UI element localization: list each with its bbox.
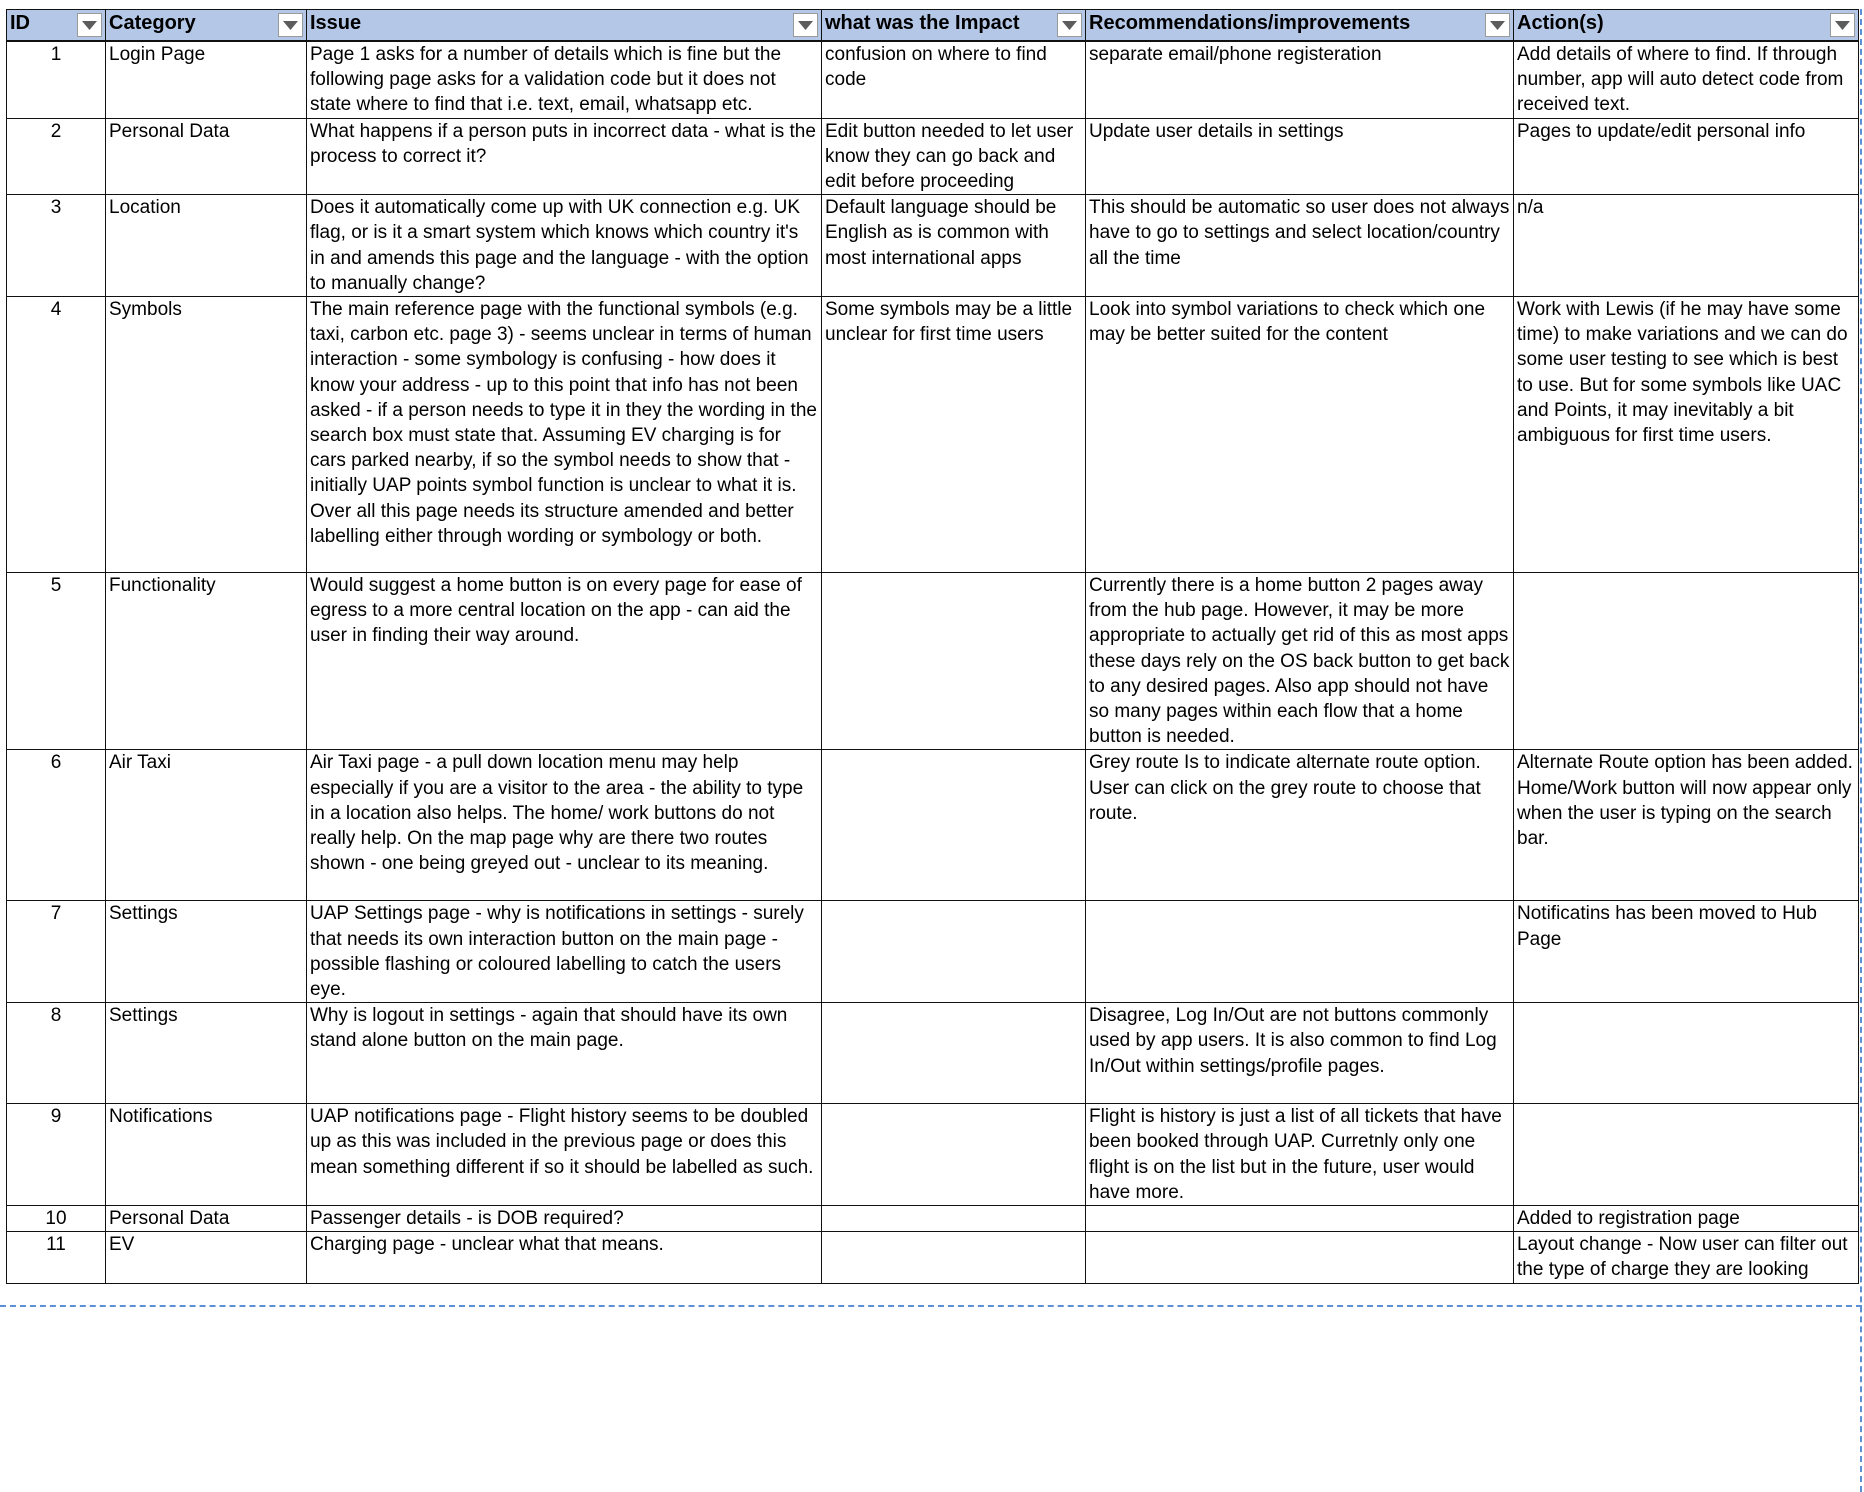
cell-recommendations[interactable]: Look into symbol variations to check which one may be better suited for the content xyxy=(1086,297,1514,573)
cell-recommendations[interactable] xyxy=(1086,1206,1514,1232)
table-row xyxy=(7,41,1859,118)
cell-id[interactable]: 3 xyxy=(7,195,106,297)
cell-category[interactable]: EV xyxy=(106,1232,307,1283)
cell-id[interactable]: 11 xyxy=(7,1232,106,1283)
page-break-vertical xyxy=(1860,9,1862,1492)
table-row xyxy=(7,573,1859,750)
cell-recommendations[interactable]: separate email/phone registeration xyxy=(1086,41,1514,118)
dropdown-arrow-icon xyxy=(1835,21,1850,30)
cell-category[interactable]: Login Page xyxy=(106,41,307,118)
cell-impact[interactable] xyxy=(822,1104,1086,1206)
column-header-actions[interactable] xyxy=(1514,10,1859,42)
cell-actions[interactable]: Add details of where to find. If through number, app will auto detect code from received text. xyxy=(1514,41,1859,118)
cell-actions[interactable]: Work with Lewis (if he may have some time) to make variations and we can do some user testing to see which is best to use. But for some symbols like UAC and Points, it may inevitably a bit ambiguous for first time users. xyxy=(1514,297,1859,573)
cell-impact[interactable]: Default language should be English as is common with most international apps xyxy=(822,195,1086,297)
column-header-category[interactable] xyxy=(106,10,307,42)
filter-dropdown-button[interactable] xyxy=(1057,13,1082,37)
cell-id[interactable]: 8 xyxy=(7,1003,106,1104)
cell-category[interactable]: Symbols xyxy=(106,297,307,573)
cell-actions[interactable]: Notificatins has been moved to Hub Page xyxy=(1514,901,1859,1003)
cell-issue[interactable]: What happens if a person puts in incorrect data - what is the process to correct it? xyxy=(307,118,822,195)
cell-actions[interactable]: Added to registration page xyxy=(1514,1206,1859,1232)
cell-issue[interactable]: UAP Settings page - why is notifications in settings - surely that needs its own interaction button on the main page - possible flashing or coloured labelling to catch the users eye. xyxy=(307,901,822,1003)
cell-actions[interactable] xyxy=(1514,1003,1859,1104)
filter-dropdown-button[interactable] xyxy=(1830,13,1855,37)
table-row xyxy=(7,750,1859,901)
cell-recommendations[interactable] xyxy=(1086,1232,1514,1283)
cell-id[interactable]: 5 xyxy=(7,573,106,750)
cell-issue[interactable]: Page 1 asks for a number of details which is fine but the following page asks for a validation code but it does not state where to find that i.e. text, email, whatsapp etc. xyxy=(307,41,822,118)
table-row xyxy=(7,1003,1859,1104)
filter-dropdown-button[interactable] xyxy=(278,13,303,37)
table-row xyxy=(7,1104,1859,1206)
cell-recommendations[interactable]: This should be automatic so user does not always have to go to settings and select location/country all the time xyxy=(1086,195,1514,297)
cell-actions[interactable]: Pages to update/edit personal info xyxy=(1514,118,1859,195)
cell-category[interactable]: Location xyxy=(106,195,307,297)
cell-issue[interactable]: Passenger details - is DOB required? xyxy=(307,1206,822,1232)
cell-category[interactable]: Personal Data xyxy=(106,118,307,195)
dropdown-arrow-icon xyxy=(1490,21,1505,30)
column-header-id[interactable] xyxy=(7,10,106,42)
dropdown-arrow-icon xyxy=(798,21,813,30)
column-header-label: Category xyxy=(109,12,196,34)
cell-id[interactable]: 9 xyxy=(7,1104,106,1206)
cell-issue[interactable]: UAP notifications page - Flight history seems to be doubled up as this was included in the previous page or does this mean something different if so it should be labelled as such. xyxy=(307,1104,822,1206)
cell-impact[interactable] xyxy=(822,901,1086,1003)
cell-category[interactable]: Settings xyxy=(106,1003,307,1104)
cell-id[interactable]: 1 xyxy=(7,41,106,118)
table-row xyxy=(7,901,1859,1003)
cell-issue[interactable]: Would suggest a home button is on every page for ease of egress to a more central location on the app - can aid the user in finding their way around. xyxy=(307,573,822,750)
cell-actions[interactable] xyxy=(1514,573,1859,750)
cell-actions[interactable] xyxy=(1514,1104,1859,1206)
cell-recommendations[interactable]: Disagree, Log In/Out are not buttons commonly used by app users. It is also common to find Log In/Out within settings/profile pages. xyxy=(1086,1003,1514,1104)
column-header-label: Issue xyxy=(310,12,362,34)
column-header-impact[interactable] xyxy=(822,10,1086,42)
cell-issue[interactable]: Air Taxi page - a pull down location menu may help especially if you are a visitor to the area - the ability to type in a location also helps. The home/ work buttons do not really help. On the map page why are there two routes shown - one being greyed out - unclear to its meaning. xyxy=(307,750,822,901)
cell-impact[interactable] xyxy=(822,750,1086,901)
cell-id[interactable]: 7 xyxy=(7,901,106,1003)
cell-actions[interactable]: Alternate Route option has been added. Home/Work button will now appear only when the user is typing on the search bar. xyxy=(1514,750,1859,901)
cell-recommendations[interactable]: Grey route Is to indicate alternate route option. User can click on the grey route to choose that route. xyxy=(1086,750,1514,901)
cell-category[interactable]: Functionality xyxy=(106,573,307,750)
cell-impact[interactable] xyxy=(822,1232,1086,1283)
issues-table xyxy=(6,9,1859,1284)
dropdown-arrow-icon xyxy=(1062,21,1077,30)
cell-recommendations[interactable] xyxy=(1086,901,1514,1003)
dropdown-arrow-icon xyxy=(283,21,298,30)
cell-id[interactable]: 10 xyxy=(7,1206,106,1232)
filter-dropdown-button[interactable] xyxy=(1485,13,1510,37)
dropdown-arrow-icon xyxy=(82,21,97,30)
column-header-recommendations[interactable] xyxy=(1086,10,1514,42)
column-header-label: Action(s) xyxy=(1517,12,1604,34)
cell-category[interactable]: Notifications xyxy=(106,1104,307,1206)
cell-actions[interactable]: Layout change - Now user can filter out the type of charge they are looking xyxy=(1514,1232,1859,1283)
table-row xyxy=(7,1206,1859,1232)
cell-recommendations[interactable]: Currently there is a home button 2 pages away from the hub page. However, it may be more appropriate to actually get rid of this as most apps these days rely on the OS back button to get back to any desired pages. Also app should not have so many pages within each flow that a home button is needed. xyxy=(1086,573,1514,750)
cell-id[interactable]: 4 xyxy=(7,297,106,573)
column-header-label: ID xyxy=(10,12,30,34)
table-body xyxy=(7,41,1859,1283)
cell-recommendations[interactable]: Update user details in settings xyxy=(1086,118,1514,195)
cell-actions[interactable]: n/a xyxy=(1514,195,1859,297)
table-row xyxy=(7,1232,1859,1283)
cell-impact[interactable] xyxy=(822,1206,1086,1232)
table-row xyxy=(7,195,1859,297)
filter-dropdown-button[interactable] xyxy=(793,13,818,37)
cell-impact[interactable]: Edit button needed to let user know they can go back and edit before proceeding xyxy=(822,118,1086,195)
cell-id[interactable]: 2 xyxy=(7,118,106,195)
cell-impact[interactable]: confusion on where to find code xyxy=(822,41,1086,118)
table-row xyxy=(7,118,1859,195)
cell-category[interactable]: Personal Data xyxy=(106,1206,307,1232)
cell-impact[interactable] xyxy=(822,1003,1086,1104)
cell-recommendations[interactable]: Flight is history is just a list of all tickets that have been booked through UAP. Curretnly only one flight is on the list but in the future, user would have more. xyxy=(1086,1104,1514,1206)
cell-issue[interactable]: Does it automatically come up with UK connection e.g. UK flag, or is it a smart system which knows which country it's in and amends this page and the language - with the option to manually change? xyxy=(307,195,822,297)
cell-category[interactable]: Settings xyxy=(106,901,307,1003)
cell-id[interactable]: 6 xyxy=(7,750,106,901)
cell-issue[interactable]: Why is logout in settings - again that should have its own stand alone button on the main page. xyxy=(307,1003,822,1104)
cell-issue[interactable]: The main reference page with the functional symbols (e.g. taxi, carbon etc. page 3) - seems unclear in terms of human interaction - some symbology is confusing - how does it know your address - up to this point that info has not been asked - if a person needs to type it in they the wording in the search box must state that. Assuming EV charging is for cars parked nearby, if so the symbol needs to show that - initially UAP points symbol function is unclear to what it is. Over all this page needs its structure amended and better labelling either through wording or symbology or both. xyxy=(307,297,822,573)
header-row xyxy=(7,10,1859,42)
filter-dropdown-button[interactable] xyxy=(77,13,102,37)
page-break-horizontal xyxy=(0,1305,1862,1307)
column-header-label: Recommendations/improvements xyxy=(1089,12,1411,34)
cell-impact[interactable] xyxy=(822,573,1086,750)
cell-category[interactable]: Air Taxi xyxy=(106,750,307,901)
cell-issue[interactable]: Charging page - unclear what that means. xyxy=(307,1232,822,1283)
column-header-issue[interactable] xyxy=(307,10,822,42)
cell-impact[interactable]: Some symbols may be a little unclear for first time users xyxy=(822,297,1086,573)
table-row xyxy=(7,297,1859,573)
column-header-label: what was the Impact xyxy=(825,12,1020,34)
